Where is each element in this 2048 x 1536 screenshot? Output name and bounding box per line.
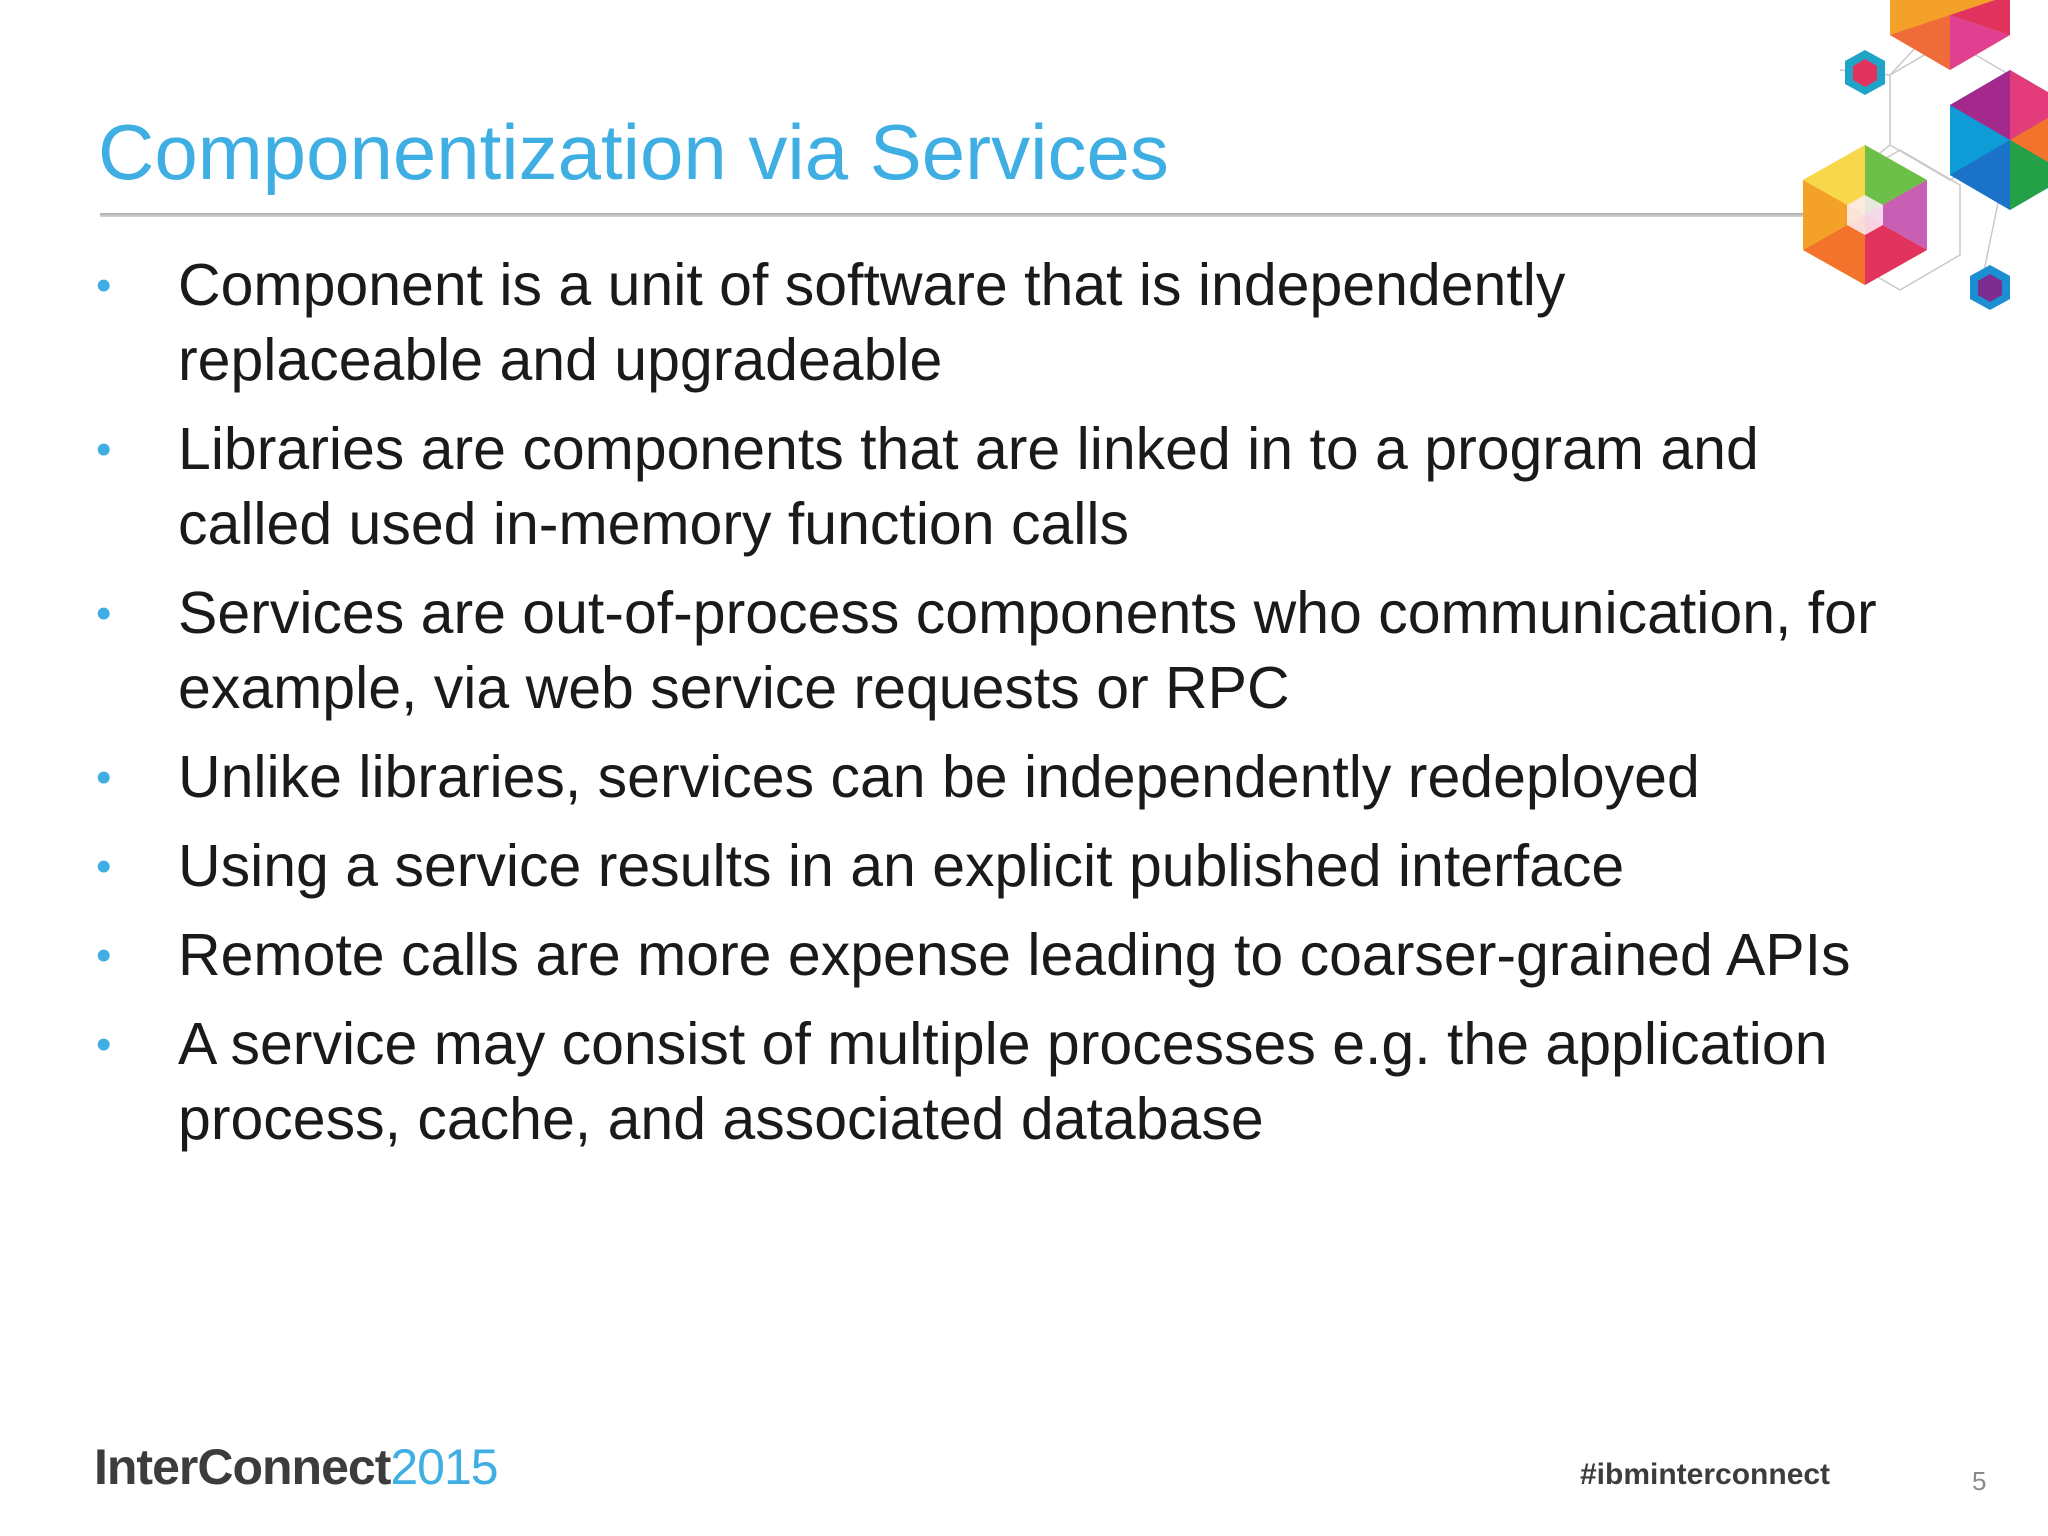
bullet-text: Unlike libraries, services can be independently redeployed	[178, 744, 1700, 810]
bullet-text: Services are out-of-process components who communication, for example, via web service requests or RPC	[178, 580, 1877, 721]
bullet-text: Using a service results in an explicit published interface	[178, 833, 1625, 899]
bullet-item	[96, 412, 1996, 562]
logo-text: InterConnect	[94, 1439, 391, 1495]
bullet-text: A service may consist of multiple processes e.g. the application process, cache, and associated database	[178, 1011, 1828, 1152]
bullet-item	[96, 829, 1996, 904]
bullet-marker: •	[96, 261, 112, 310]
bullet-text: Component is a unit of software that is independently replaceable and upgradeable	[178, 252, 1566, 393]
bullet-list	[96, 248, 1996, 1171]
bullet-item	[96, 248, 1996, 398]
slide-title: Componentization via Services	[98, 108, 1169, 196]
bullet-text: Remote calls are more expense leading to coarser-grained APIs	[178, 922, 1851, 988]
event-hashtag: #ibminterconnect	[1580, 1458, 1831, 1491]
bullet-marker: •	[96, 931, 112, 980]
bullet-marker: •	[96, 842, 112, 891]
bullet-text: Libraries are components that are linked in to a program and called used in-memory function calls	[178, 416, 1759, 557]
bullet-marker: •	[96, 1020, 112, 1069]
bullet-marker: •	[96, 425, 112, 474]
bullet-marker: •	[96, 589, 112, 638]
title-divider	[100, 213, 1820, 217]
interconnect-logo	[94, 1438, 498, 1518]
bullet-item	[96, 740, 1996, 815]
bullet-item	[96, 1007, 1996, 1157]
logo-year: 2015	[390, 1439, 498, 1495]
page-number: 5	[1972, 1466, 1987, 1496]
bullet-item	[96, 918, 1996, 993]
bullet-item	[96, 576, 1996, 726]
bullet-marker: •	[96, 753, 112, 802]
